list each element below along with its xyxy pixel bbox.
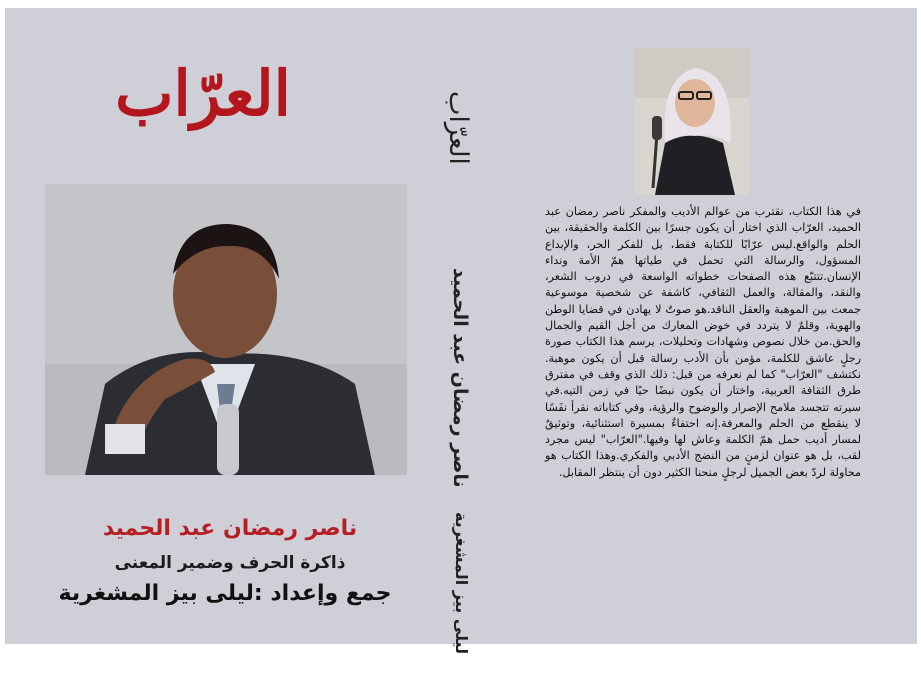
front-editor-credit: جمع وإعداد :ليلى بيز المشغرية <box>58 581 392 606</box>
book-cover-spread <box>5 8 917 655</box>
back-cover-blurb: في هذا الكتاب، نقترب من عوالم الأديب والمفكر ناصر رمضان عبد الحميد، العرّاب الذي اختار أن يكون جسرًا بين الكلمة والحقيقة، بين الحلم والواقع.ليس عرّابًا للكتابة فقط، بل للفكر الحر، والإبداع المسؤول، والرسالة التي تحمل في طياتها همّ الأمة ونداء الإنسان.تتتبّع هذه الصفحات خطواته الواسعة في دروب الشعر، والنقد، والمقالة، والعمل الثقافي، كاشفة عن شخصية موسوعية جمعت بين الموهبة والعقل الناقد.هو صوتٌ لا يهادن في قضايا الوطن والهوية، وقلمٌ لا يتردد في خوض المعارك من أجل القيم والجمال والحق.من خلال نصوص وشهادات وتحليلات، يرسم هذا الكتاب صورة رجلٍ عاشق للكلمة، مؤمن بأن الأدب رسالة قبل أن يكون موهبة. نكتشف "العرّاب" كما لم نعرفه من قبل: ذلك الذي وقف في مفترق طرق الثقافة العربية، واختار أن يكون نبضًا حيًا في زمن التيه.في سيرته تتجسد ملامح الإصرار والوضوح والرؤية، وفي كتاباته نقرأ نفَسًا لا ينقطع من الحلم والمعرفة.إنه احتفاءٌ بمسيرة استثنائية، وتوثيقٌ لمسار أديب حمل همّ الكلمة وعاش لها وفيها."العرّاب" ليس مجرد لقب، بل هو عنوان لزمنٍ من النضج الأدبي والفكري.وهذا الكتاب هو محاولة لردّ بعض الجميل لرجلٍ منحنا الكثير دون أن ينتظر المقابل. <box>545 205 861 479</box>
front-subtitle: ذاكرة الحرف وضمير المعنى <box>114 553 346 573</box>
spine-title: العرّاب <box>443 91 473 165</box>
book-spine <box>425 88 485 655</box>
front-cover-title: العرّاب <box>115 57 291 130</box>
front-author-name: ناصر رمضان عبد الحميد <box>102 516 358 541</box>
editor-portrait-illustration <box>635 48 749 195</box>
spine-editor: ليلى بيز المشغرية <box>452 511 471 655</box>
editor-portrait-photo <box>635 48 749 195</box>
author-portrait-photo <box>45 184 407 475</box>
author-portrait-illustration <box>45 184 407 475</box>
spine-author: ناصر رمضان عبد الحميد <box>449 268 471 488</box>
